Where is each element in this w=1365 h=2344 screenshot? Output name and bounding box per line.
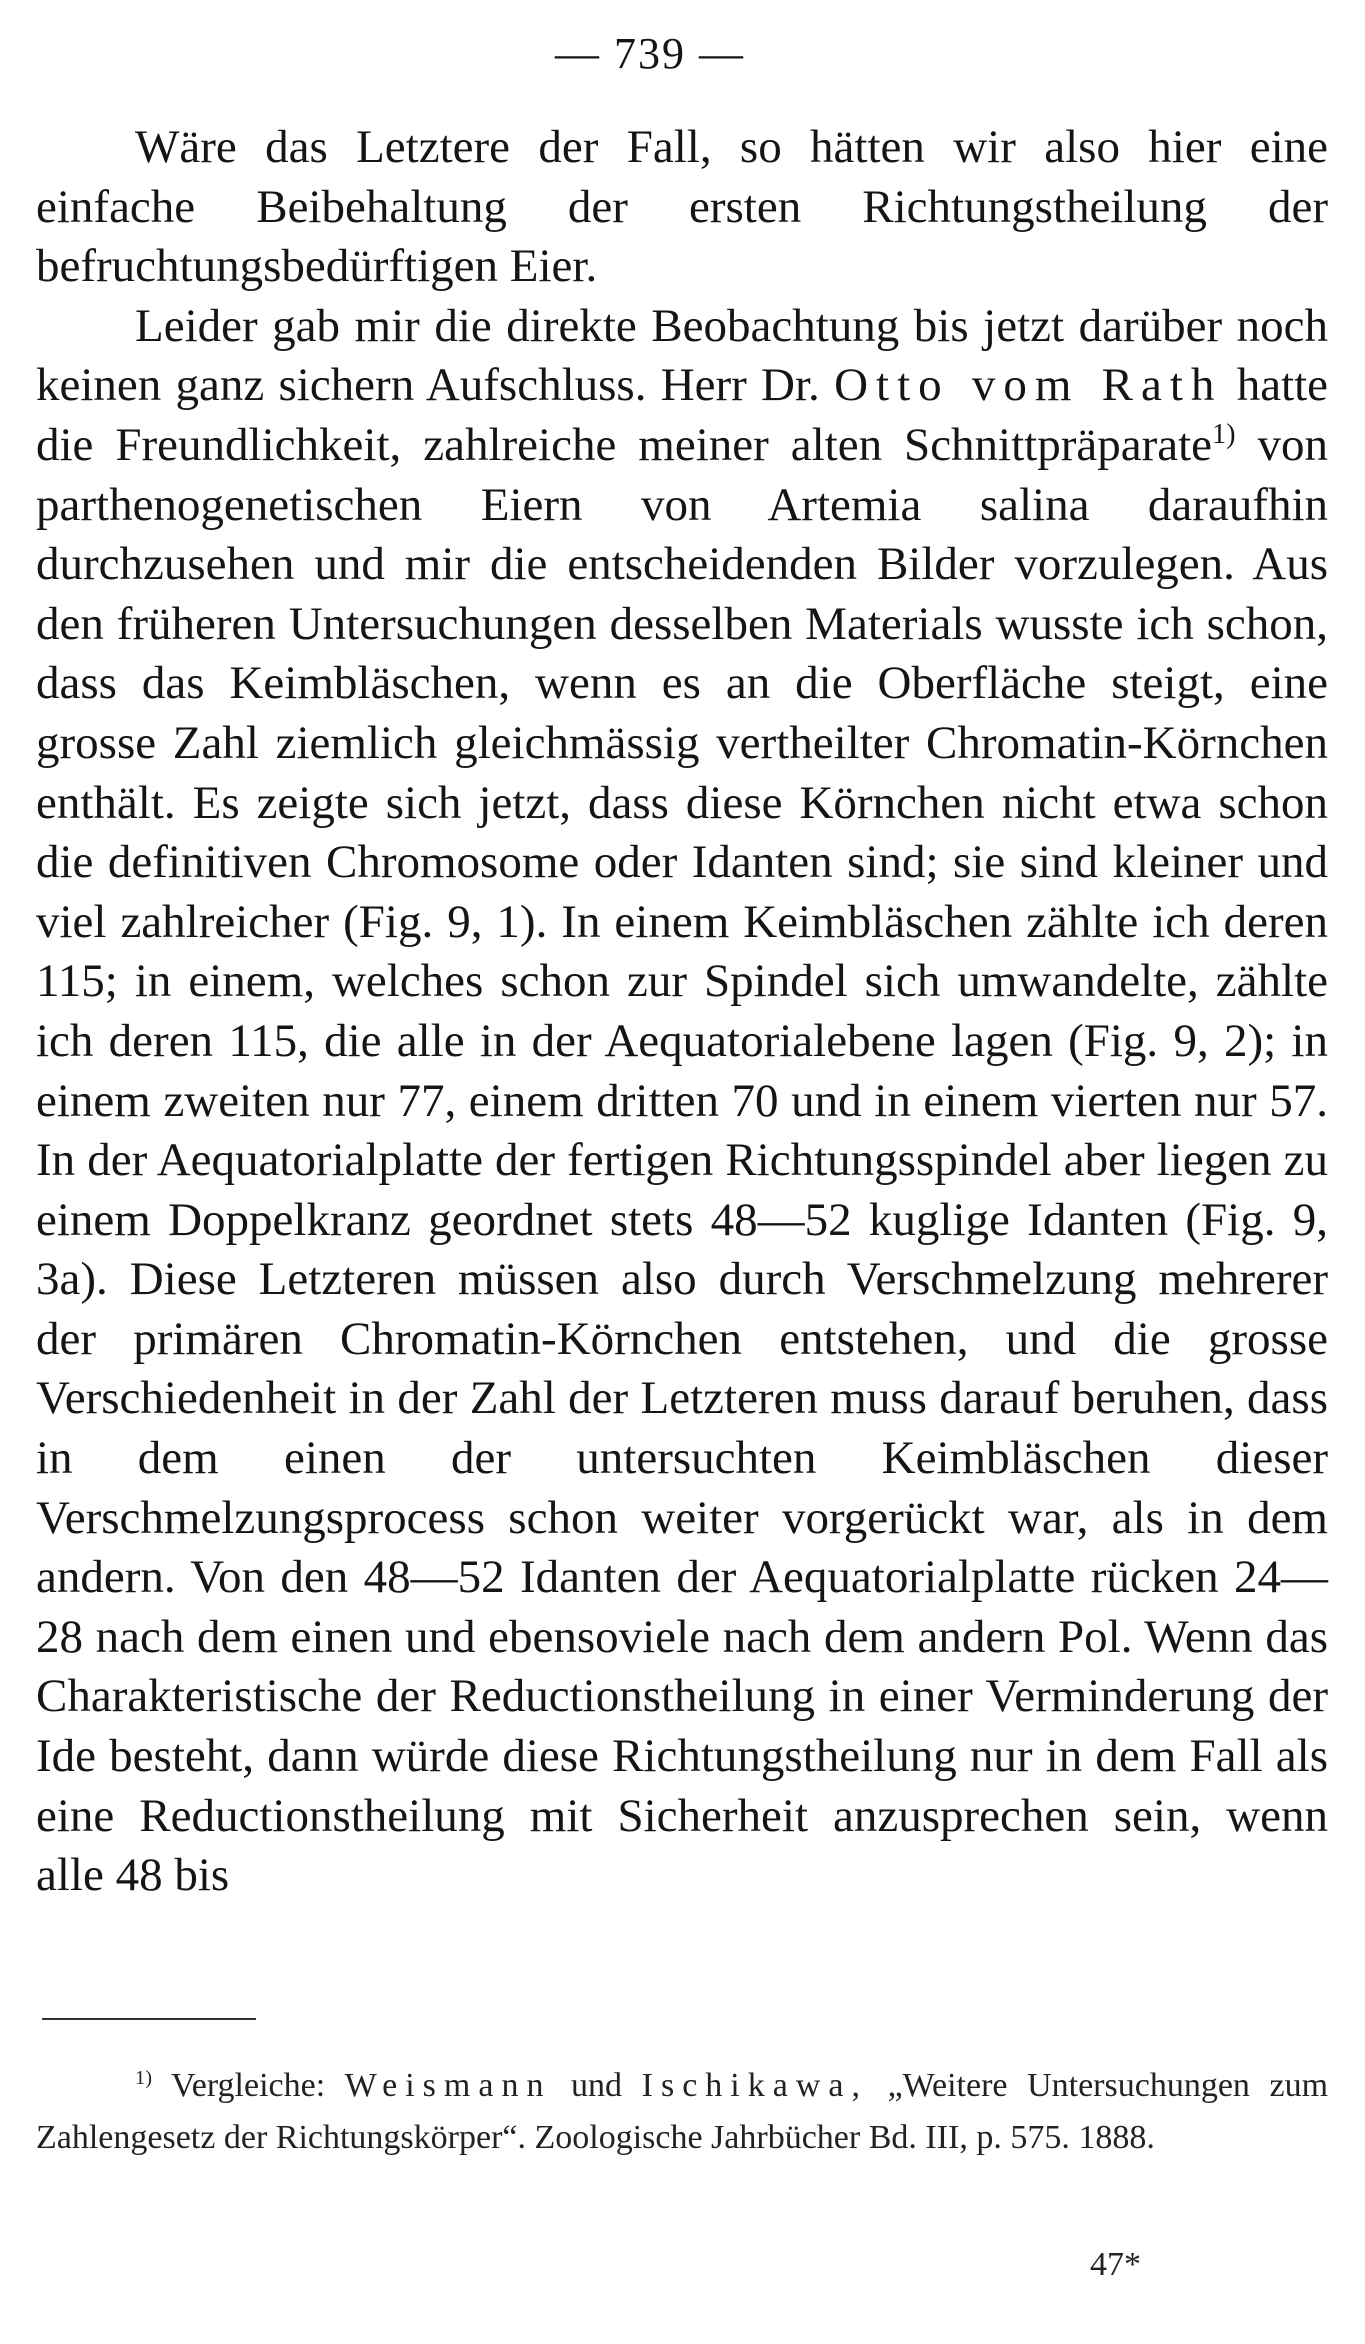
- paragraph-2-intro: Leider gab mir die direkte Beobachtung bis jetzt darüber noch keinen ganz sichern Aufschluss. Herr Dr.: [36, 299, 1328, 412]
- footnote-intro: Vergleiche:: [170, 2067, 326, 2104]
- footnote-mark: 1): [135, 2066, 152, 2089]
- footnote-and: und: [571, 2067, 623, 2104]
- paragraph-1: Wäre das Letztere der Fall, so hätten wir also hier eine einfache Beibehaltung der ersten Richtungstheilung der befruchtungsbedürftigen Eier.: [36, 121, 1328, 293]
- paragraph-2: [36, 297, 1328, 1906]
- footnote-author-2: Ischikawa,: [641, 2067, 868, 2104]
- page-number: — 739 —: [555, 29, 745, 78]
- footnote-divider: [42, 2018, 256, 2020]
- footnote-author-1: Weismann: [344, 2067, 552, 2104]
- footnote-reference: 1): [1212, 419, 1236, 451]
- paragraph-2-middle: hatte die Freundlichkeit, zahlreiche meiner alten Schnittpräparate: [36, 359, 1329, 471]
- paragraph-2-rest: von parthenogenetischen Eiern von Artemia salina daraufhin durchzusehen und mir die entscheidenden Bilder vorzulegen. Aus den früheren Untersuchungen desselben Materials wusste ich schon, dass das Keimbläschen, wenn es an die Oberfläche steigt, eine grosse Zahl ziemlich gleichmässig vertheilter Chromatin-Körnchen enthält. Es zeigte sich jetzt, dass diese Körnchen nicht etwa schon die definitiven Chromosome oder Idanten sind; sie sind kleiner und viel zahlreicher (Fig. 9, 1). In einem Keimbläschen zählte ich deren 115; in einem, welches schon zur Spindel sich umwandelte, zählte ich deren 115, die alle in der Aequatorialebene lagen (Fig. 9, 2); in einem zweiten nur 77, einem dritten 70 und in einem vierten nur 57. In der Aequatorialplatte der fertigen Richtungsspindel aber liegen zu einem Doppelkranz geordnet stets 48—52 kuglige Idanten (Fig. 9, 3a). Diese Letzteren müssen also durch Verschmelzung mehrerer der primären Chromatin-Körnchen entstehen, und die grosse Verschiedenheit in der Zahl der Letzteren muss darauf beruhen, dass in dem einen der untersuchten Keimbläschen dieser Verschmelzungsprocess schon weiter vorgerückt war, als in dem andern. Von den 48—52 Idanten der Aequatorialplatte rücken 24—28 nach dem einen und ebensoviele nach dem andern Pol. Wenn das Charakteristische der Reductionstheilung in einer Verminderung der Ide besteht, dann würde diese Richtungstheilung nur in dem Fall als eine Reductionstheilung mit Sicherheit anzusprechen sein, wenn alle 48 bis: [36, 418, 1329, 1902]
- footnote: [36, 2060, 1328, 2164]
- main-text: [36, 118, 1328, 1906]
- person-name: Otto vom Rath: [834, 359, 1223, 412]
- sheet-signature: 47*: [1090, 2246, 1141, 2283]
- footnote-citation: „Weitere Untersuchungen zum Zahlengesetz der Richtungskörper“. Zoologische Jahrbücher Bd. III, p. 575. 1888.: [36, 2067, 1329, 2156]
